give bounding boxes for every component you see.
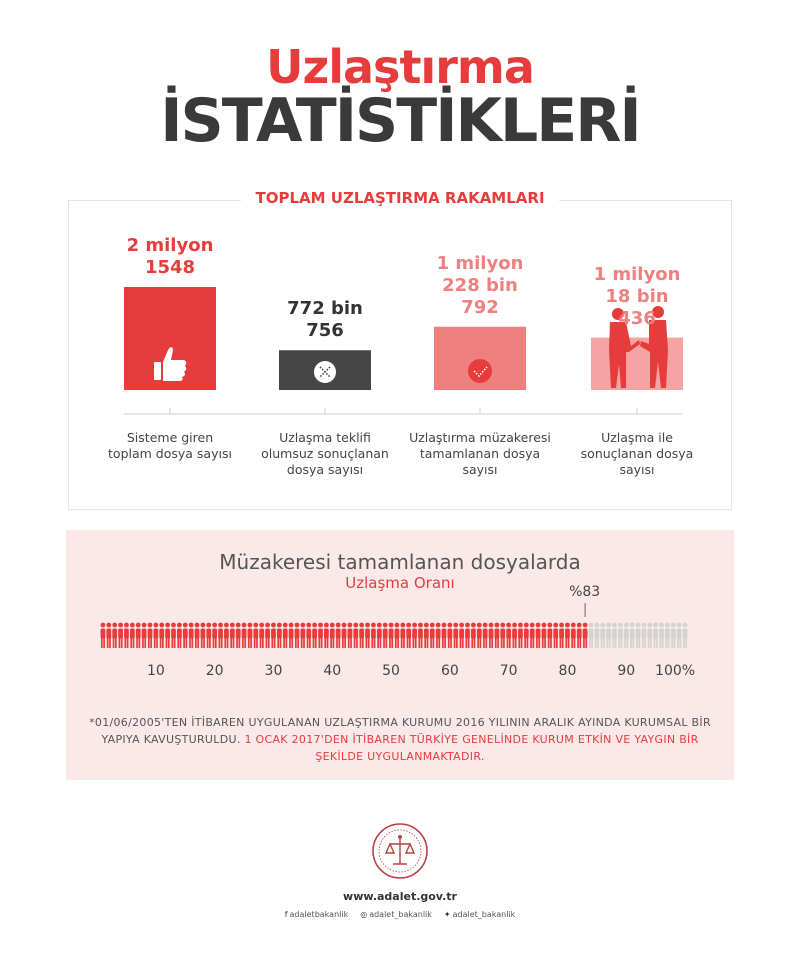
person-icon [265, 623, 270, 648]
person-icon [424, 623, 429, 648]
person-icon [600, 623, 605, 648]
website-url[interactable]: www.adalet.gov.tr [343, 890, 457, 903]
instagram-icon: ◎ [360, 910, 368, 919]
person-icon [500, 623, 505, 648]
person-icon [495, 623, 500, 648]
bar-category-line: sayısı [619, 462, 655, 477]
person-icon [471, 623, 476, 648]
rate-tick-label: 50 [382, 663, 400, 679]
ministry-emblem-icon [371, 822, 429, 880]
person-icon [489, 623, 494, 648]
person-icon [647, 623, 652, 648]
person-icon [612, 623, 617, 648]
rate-tick-label: 70 [499, 663, 518, 679]
person-icon [442, 623, 447, 648]
social-links [0, 910, 800, 919]
person-icon [636, 623, 641, 648]
person-icon [312, 623, 317, 648]
person-icon [624, 623, 629, 648]
person-icon [365, 623, 370, 648]
person-icon [359, 623, 364, 648]
footnote-dark: *01/06/2005'TEN İTİBAREN UYGULANAN UZLAŞTIRMA KURUMU 2016 YILININ ARALIK AYINDA KURUMSAL BİR YAPIYA KAVUŞTURULDU. [89, 716, 711, 746]
bar-value-line: 792 [461, 296, 499, 318]
person-icon [583, 623, 588, 648]
person-icon [671, 623, 676, 648]
bar-category-line: sayısı [462, 462, 498, 477]
bar-value-line: 2 milyon [126, 235, 214, 256]
person-icon [430, 623, 435, 648]
person-icon [242, 623, 247, 648]
person-icon [153, 623, 158, 648]
person-icon [524, 623, 529, 648]
person-icon [512, 623, 517, 648]
person-icon [336, 623, 341, 648]
bar-category-line: Sisteme giren [126, 430, 214, 445]
person-icon [383, 623, 388, 648]
person-icon [283, 623, 288, 648]
person-icon [506, 623, 511, 648]
person-icon [406, 623, 411, 648]
person-icon [348, 623, 353, 648]
person-icon [594, 623, 599, 648]
social-link[interactable] [444, 910, 515, 919]
person-icon [189, 623, 194, 648]
person-icon [201, 623, 206, 648]
person-icon [230, 623, 235, 648]
person-icon [465, 623, 470, 648]
person-icon [630, 623, 635, 648]
person-icon [483, 623, 488, 648]
person-icon [236, 623, 241, 648]
person-icon [342, 623, 347, 648]
social-link[interactable] [360, 910, 432, 919]
person-icon [542, 623, 547, 648]
person-icon [318, 623, 323, 648]
bar-value-line: 1 milyon [436, 252, 524, 274]
person-icon [577, 623, 582, 648]
bar-category-line: toplam dosya sayısı [108, 446, 232, 461]
person-icon [389, 623, 394, 648]
person-icon [106, 623, 111, 648]
person-icon [218, 623, 223, 648]
rate-tick-label: 100% [655, 663, 696, 679]
person-icon [118, 623, 123, 648]
person-icon [606, 623, 611, 648]
footnote-red: 1 OCAK 2017'DEN İTİBAREN TÜRKİYE GENELİNDE KURUM ETKİN VE YAYGIN BİR ŞEKİLDE UYGULANMAKTADIR. [244, 733, 699, 763]
person-icon [324, 623, 329, 648]
bar-value-line: 436 [618, 307, 656, 329]
person-icon [248, 623, 253, 648]
person-icon [518, 623, 523, 648]
person-icon [148, 623, 153, 648]
person-icon [459, 623, 464, 648]
person-icon [171, 623, 176, 648]
footnote [86, 714, 714, 765]
person-icon [195, 623, 200, 648]
person-icon [400, 623, 405, 648]
person-icon [112, 623, 117, 648]
person-icon [653, 623, 658, 648]
person-icon [212, 623, 217, 648]
person-icon [553, 623, 558, 648]
rate-tick-label: 40 [323, 663, 342, 679]
person-icon [177, 623, 182, 648]
person-icon [677, 623, 682, 648]
rate-title: Müzakeresi tamamlanan dosyalarda [219, 550, 581, 574]
bar-category-line: Uzlaşma teklifi [279, 430, 371, 445]
person-icon [665, 623, 670, 648]
person-icon [412, 623, 417, 648]
social-handle: adalet_bakanlik [452, 910, 516, 919]
person-icon [206, 623, 211, 648]
person-icon [377, 623, 382, 648]
title-line1: Uzlaştırma [266, 40, 534, 94]
person-icon [259, 623, 264, 648]
rate-tick-label: 60 [440, 663, 459, 679]
person-icon [101, 623, 106, 648]
person-icon [295, 623, 300, 648]
person-icon [224, 623, 229, 648]
person-icon [159, 623, 164, 648]
person-icon [253, 623, 258, 648]
person-icon [589, 623, 594, 648]
bar-value-line: 228 bin [442, 274, 518, 296]
person-icon [571, 623, 576, 648]
person-icon [536, 623, 541, 648]
person-icon [142, 623, 147, 648]
person-icon [530, 623, 535, 648]
person-icon [136, 623, 141, 648]
person-icon [130, 623, 135, 648]
bar-category-line: sonuçlanan dosya [580, 446, 694, 461]
person-icon [124, 623, 129, 648]
title-line2: İSTATİSTİKLERİ [160, 86, 640, 156]
rate-tick-label: 20 [205, 663, 224, 679]
person-icon [395, 623, 400, 648]
bar-value-line: 18 bin [605, 285, 669, 307]
twitter-icon: ✦ [443, 910, 451, 919]
social-handle: adaletbakanlik [289, 910, 349, 919]
person-icon [447, 623, 452, 648]
person-icon [436, 623, 441, 648]
rate-tick-label: 30 [264, 663, 283, 679]
rate-tick-label: 90 [617, 663, 636, 679]
person-icon [683, 623, 688, 648]
bar-category-line: Uzlaştırma müzakeresi [409, 430, 551, 445]
totals-title: TOPLAM UZLAŞTIRMA RAKAMLARI [241, 189, 558, 207]
rate-subtitle: Uzlaşma Oranı [345, 574, 455, 592]
person-icon [565, 623, 570, 648]
person-icon [418, 623, 423, 648]
bar-category-line: tamamlanan dosya [419, 446, 541, 461]
person-icon [306, 623, 311, 648]
person-icon [165, 623, 170, 648]
person-icon [477, 623, 482, 648]
person-icon [183, 623, 188, 648]
rate-tick-label: 10 [146, 663, 165, 679]
person-icon [642, 623, 647, 648]
person-icon [618, 623, 623, 648]
person-icon [277, 623, 282, 648]
bar-value-line: 1 milyon [593, 263, 681, 285]
rate-tick-label: 80 [558, 663, 577, 679]
person-icon [330, 623, 335, 648]
person-icon [300, 623, 305, 648]
person-icon [559, 623, 564, 648]
person-icon [453, 623, 458, 648]
social-handle: adalet_bakanlik [369, 910, 432, 919]
person-icon [659, 623, 664, 648]
facebook-icon: f [284, 910, 288, 919]
bar-value-line: 1548 [144, 257, 196, 278]
person-icon [371, 623, 376, 648]
bar-value-line: 756 [306, 320, 344, 342]
bar-category-line: olumsuz sonuçlanan [261, 446, 389, 461]
person-icon [271, 623, 276, 648]
social-link[interactable] [285, 910, 349, 919]
person-icon [289, 623, 294, 648]
bar-category-line: Uzlaşma ile [601, 430, 673, 445]
person-icon [353, 623, 358, 648]
bar-category-line: dosya sayısı [286, 462, 364, 477]
rate-value-label: %83 [569, 584, 601, 600]
person-icon [547, 623, 552, 648]
bar-value-line: 772 bin [287, 298, 363, 320]
